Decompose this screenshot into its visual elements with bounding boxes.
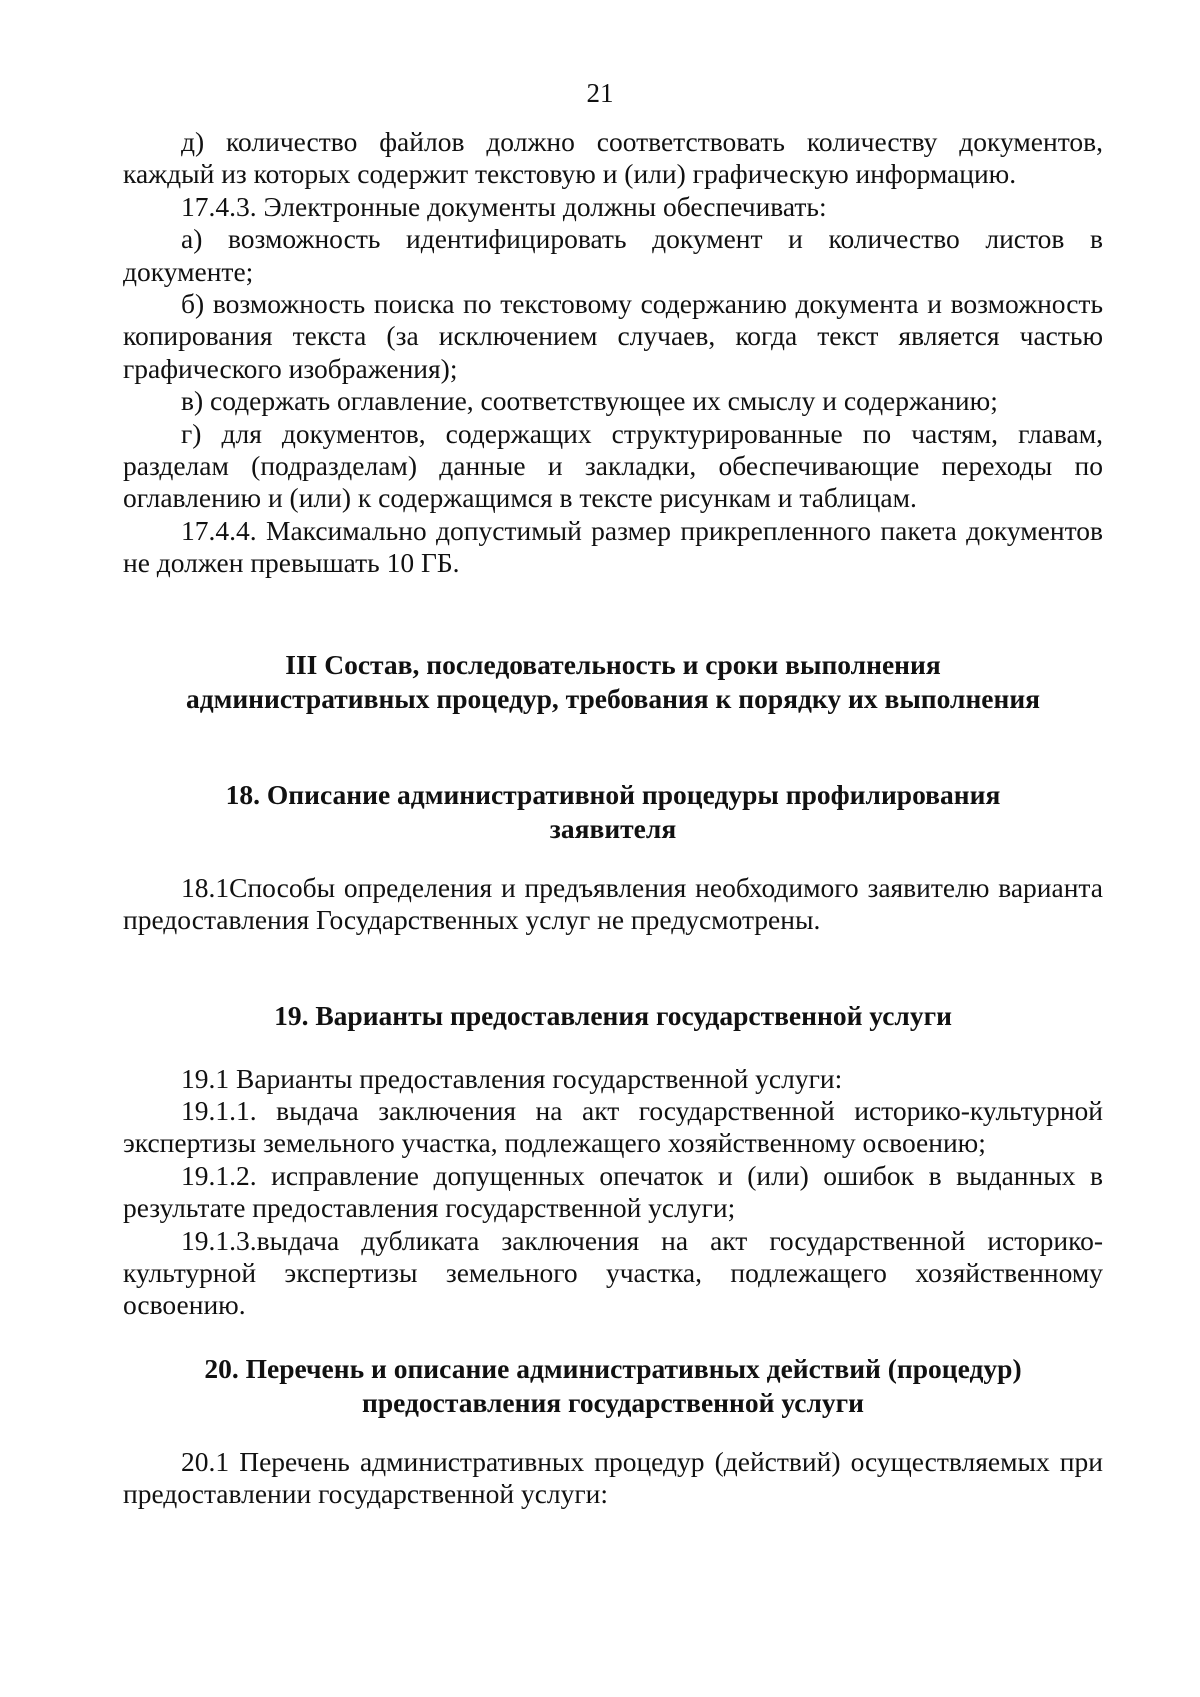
paragraph-20-1: 20.1 Перечень административных процедур (действий) осуществляемых при предоставлении государственной услуги: xyxy=(123,1445,1103,1510)
section-19-heading: 19. Варианты предоставления государственной услуги xyxy=(274,999,952,1031)
paragraph-d: д) количество файлов должно соответствовать количеству документов, каждый из которых содержит текстовую и (или) графическую информацию. xyxy=(123,126,1103,190)
section-20-heading-line1: 20. Перечень и описание административных действий (процедур) xyxy=(204,1352,1022,1384)
paragraph-18-1: 18.1Способы определения и предъявления необходимого заявителю варианта предоставления Государственных услуг не предусмотрены. xyxy=(123,871,1103,936)
paragraph-v: в) содержать оглавление, соответствующее их смыслу и содержанию; xyxy=(181,385,998,417)
paragraph-19-1-2: 19.1.2. исправление допущенных опечаток и (или) ошибок в выданных в результате предоставления государственной услуги; xyxy=(123,1159,1103,1224)
paragraph-17-4-4: 17.4.4. Максимально допустимый размер прикрепленного пакета документов не должен превышать 10 ГБ. xyxy=(123,514,1103,579)
document-body xyxy=(123,126,1103,1511)
paragraph-g: г) для документов, содержащих структурированные по частям, главам, разделам (подразделам) данные и закладки, обеспечивающие переходы по оглавлению и (или) к содержащимся в тексте рисункам и таблицам. xyxy=(123,417,1103,514)
paragraph-17-4-3: 17.4.3. Электронные документы должны обеспечивать: xyxy=(181,190,827,222)
section-18-heading-line1: 18. Описание административной процедуры профилирования xyxy=(225,778,1001,810)
paragraph-19-1-3: 19.1.3.выдача дубликата заключения на акт государственной историко-культурной экспертизы земельного участка, подлежащего хозяйственному освоению. xyxy=(123,1224,1103,1321)
paragraph-b: б) возможность поиска по текстовому содержанию документа и возможность копирования текста (за исключением случаев, когда текст является частью графического изображения); xyxy=(123,288,1103,384)
section-20-heading-line2: предоставления государственной услуги xyxy=(362,1386,864,1418)
paragraph-19-1-1: 19.1.1. выдача заключения на акт государственной историко-культурной экспертизы земельного участка, подлежащего хозяйственному освоению; xyxy=(123,1094,1103,1159)
section-20-heading xyxy=(123,1352,1103,1420)
section-18-heading xyxy=(123,778,1103,846)
paragraph-a: а) возможность идентифицировать документ и количество листов в документе; xyxy=(123,223,1103,287)
section-iii-heading-line2: административных процедур, требования к порядку их выполнения xyxy=(185,682,1041,714)
paragraph-19-1: 19.1 Варианты предоставления государственной услуги: xyxy=(181,1062,843,1094)
page-number: 21 xyxy=(586,78,614,108)
section-iii-heading xyxy=(123,648,1103,716)
section-iii-heading-line1: III Состав, последовательность и сроки выполнения xyxy=(285,648,941,680)
section-18-heading-line2: заявителя xyxy=(549,812,677,844)
